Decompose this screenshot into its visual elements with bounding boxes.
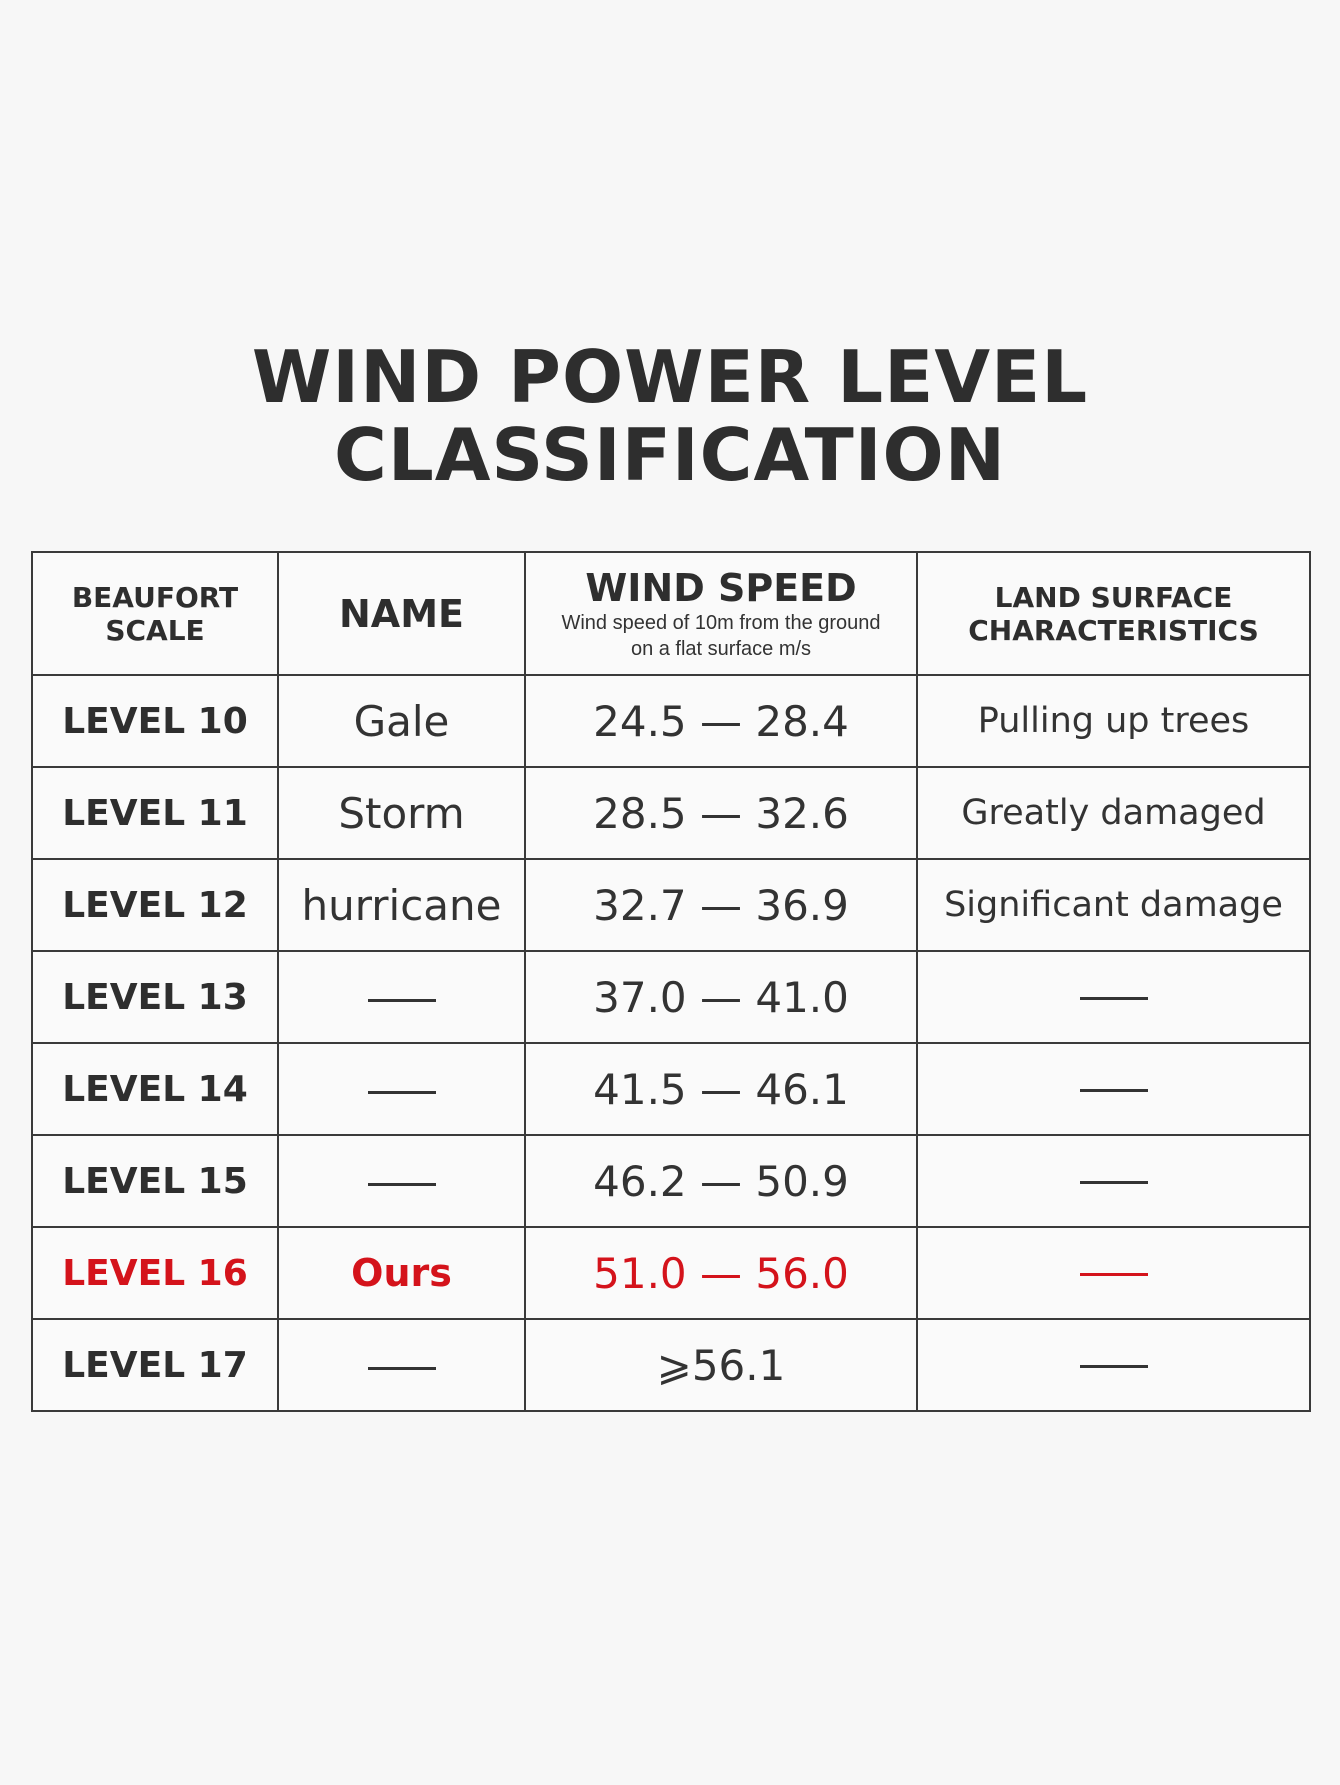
wind-speed-cell xyxy=(525,1227,917,1319)
title-line-1: WIND POWER LEVEL xyxy=(251,335,1089,419)
dash-mark xyxy=(1080,1273,1148,1276)
level-cell-text: LEVEL 10 xyxy=(62,700,248,742)
wind-speed-cell-text: 24.5 — 28.4 xyxy=(593,696,849,746)
dash-mark xyxy=(368,1367,436,1370)
wind-speed-cell xyxy=(525,1135,917,1227)
wind-speed-cell-text: 28.5 — 32.6 xyxy=(593,788,849,838)
header-beaufort-line1: BEAUFORT xyxy=(71,580,239,614)
land-surface-cell-text: Significant damage xyxy=(944,885,1283,925)
name-cell-text: Ours xyxy=(351,1251,452,1295)
level-cell xyxy=(32,859,278,951)
level-cell-text: LEVEL 11 xyxy=(62,792,248,834)
wind-classification-table xyxy=(31,551,1311,1412)
table-row xyxy=(32,675,1310,767)
name-cell-text: Gale xyxy=(353,696,450,746)
name-cell xyxy=(278,951,525,1043)
header-beaufort-scale xyxy=(32,552,278,675)
table-row xyxy=(32,1227,1310,1319)
table-row xyxy=(32,1135,1310,1227)
name-cell xyxy=(278,675,525,767)
header-wind-speed xyxy=(525,552,917,675)
dash-mark xyxy=(368,1091,436,1094)
level-cell-text: LEVEL 17 xyxy=(62,1344,248,1386)
wind-speed-cell xyxy=(525,675,917,767)
name-cell xyxy=(278,1135,525,1227)
page-title xyxy=(0,335,1340,497)
table-row xyxy=(32,1319,1310,1411)
level-cell xyxy=(32,767,278,859)
table-body xyxy=(32,675,1310,1411)
name-cell xyxy=(278,859,525,951)
dash-mark xyxy=(368,999,436,1002)
level-cell xyxy=(32,1319,278,1411)
land-surface-cell xyxy=(917,1319,1310,1411)
dash-mark xyxy=(1080,997,1148,1000)
table-header-row xyxy=(32,552,1310,675)
dash-mark xyxy=(368,1183,436,1186)
wind-speed-cell-text: 46.2 — 50.9 xyxy=(593,1156,849,1206)
table-row xyxy=(32,951,1310,1043)
header-wind-speed-sub-line2: on a flat surface m/s xyxy=(630,637,812,660)
header-land-surface xyxy=(917,552,1310,675)
header-land-line2: CHARACTERISTICS xyxy=(968,613,1259,647)
land-surface-cell-text: Greatly damaged xyxy=(961,793,1266,833)
wind-speed-cell xyxy=(525,1319,917,1411)
table-row xyxy=(32,859,1310,951)
table-row xyxy=(32,1043,1310,1135)
level-cell-text: LEVEL 14 xyxy=(62,1068,248,1110)
land-surface-cell xyxy=(917,951,1310,1043)
wind-speed-cell-text: ⩾56.1 xyxy=(656,1340,786,1390)
wind-speed-cell xyxy=(525,1043,917,1135)
wind-speed-cell-text: 37.0 — 41.0 xyxy=(593,972,849,1022)
name-cell-text: hurricane xyxy=(301,880,502,930)
level-cell xyxy=(32,675,278,767)
level-cell xyxy=(32,1135,278,1227)
level-cell xyxy=(32,1043,278,1135)
header-wind-speed-title: WIND SPEED xyxy=(585,565,857,610)
table-row xyxy=(32,767,1310,859)
wind-speed-cell-text: 51.0 — 56.0 xyxy=(593,1248,849,1298)
name-cell xyxy=(278,1227,525,1319)
level-cell xyxy=(32,951,278,1043)
land-surface-cell xyxy=(917,859,1310,951)
land-surface-cell-text: Pulling up trees xyxy=(977,701,1250,741)
header-beaufort-line2: SCALE xyxy=(105,613,205,647)
level-cell-text: LEVEL 12 xyxy=(62,884,248,926)
level-cell-text: LEVEL 16 xyxy=(62,1252,248,1294)
level-cell xyxy=(32,1227,278,1319)
wind-speed-cell-text: 41.5 — 46.1 xyxy=(593,1064,849,1114)
header-land-line1: LAND SURFACE xyxy=(994,580,1233,614)
level-cell-text: LEVEL 15 xyxy=(62,1160,248,1202)
header-wind-speed-subtitle xyxy=(526,610,916,662)
dash-mark xyxy=(1080,1365,1148,1368)
land-surface-cell xyxy=(917,767,1310,859)
wind-speed-cell xyxy=(525,951,917,1043)
dash-mark xyxy=(1080,1089,1148,1092)
land-surface-cell xyxy=(917,675,1310,767)
header-wind-speed-sub-line1: Wind speed of 10m from the ground xyxy=(561,611,881,634)
land-surface-cell xyxy=(917,1135,1310,1227)
land-surface-cell xyxy=(917,1227,1310,1319)
wind-speed-cell xyxy=(525,859,917,951)
header-name: NAME xyxy=(278,552,525,675)
name-cell-text: Storm xyxy=(338,788,465,838)
wind-speed-cell-text: 32.7 — 36.9 xyxy=(593,880,849,930)
land-surface-cell xyxy=(917,1043,1310,1135)
name-cell xyxy=(278,1043,525,1135)
level-cell-text: LEVEL 13 xyxy=(62,976,248,1018)
name-cell xyxy=(278,767,525,859)
title-line-2: CLASSIFICATION xyxy=(333,413,1007,497)
name-cell xyxy=(278,1319,525,1411)
dash-mark xyxy=(1080,1181,1148,1184)
wind-speed-cell xyxy=(525,767,917,859)
